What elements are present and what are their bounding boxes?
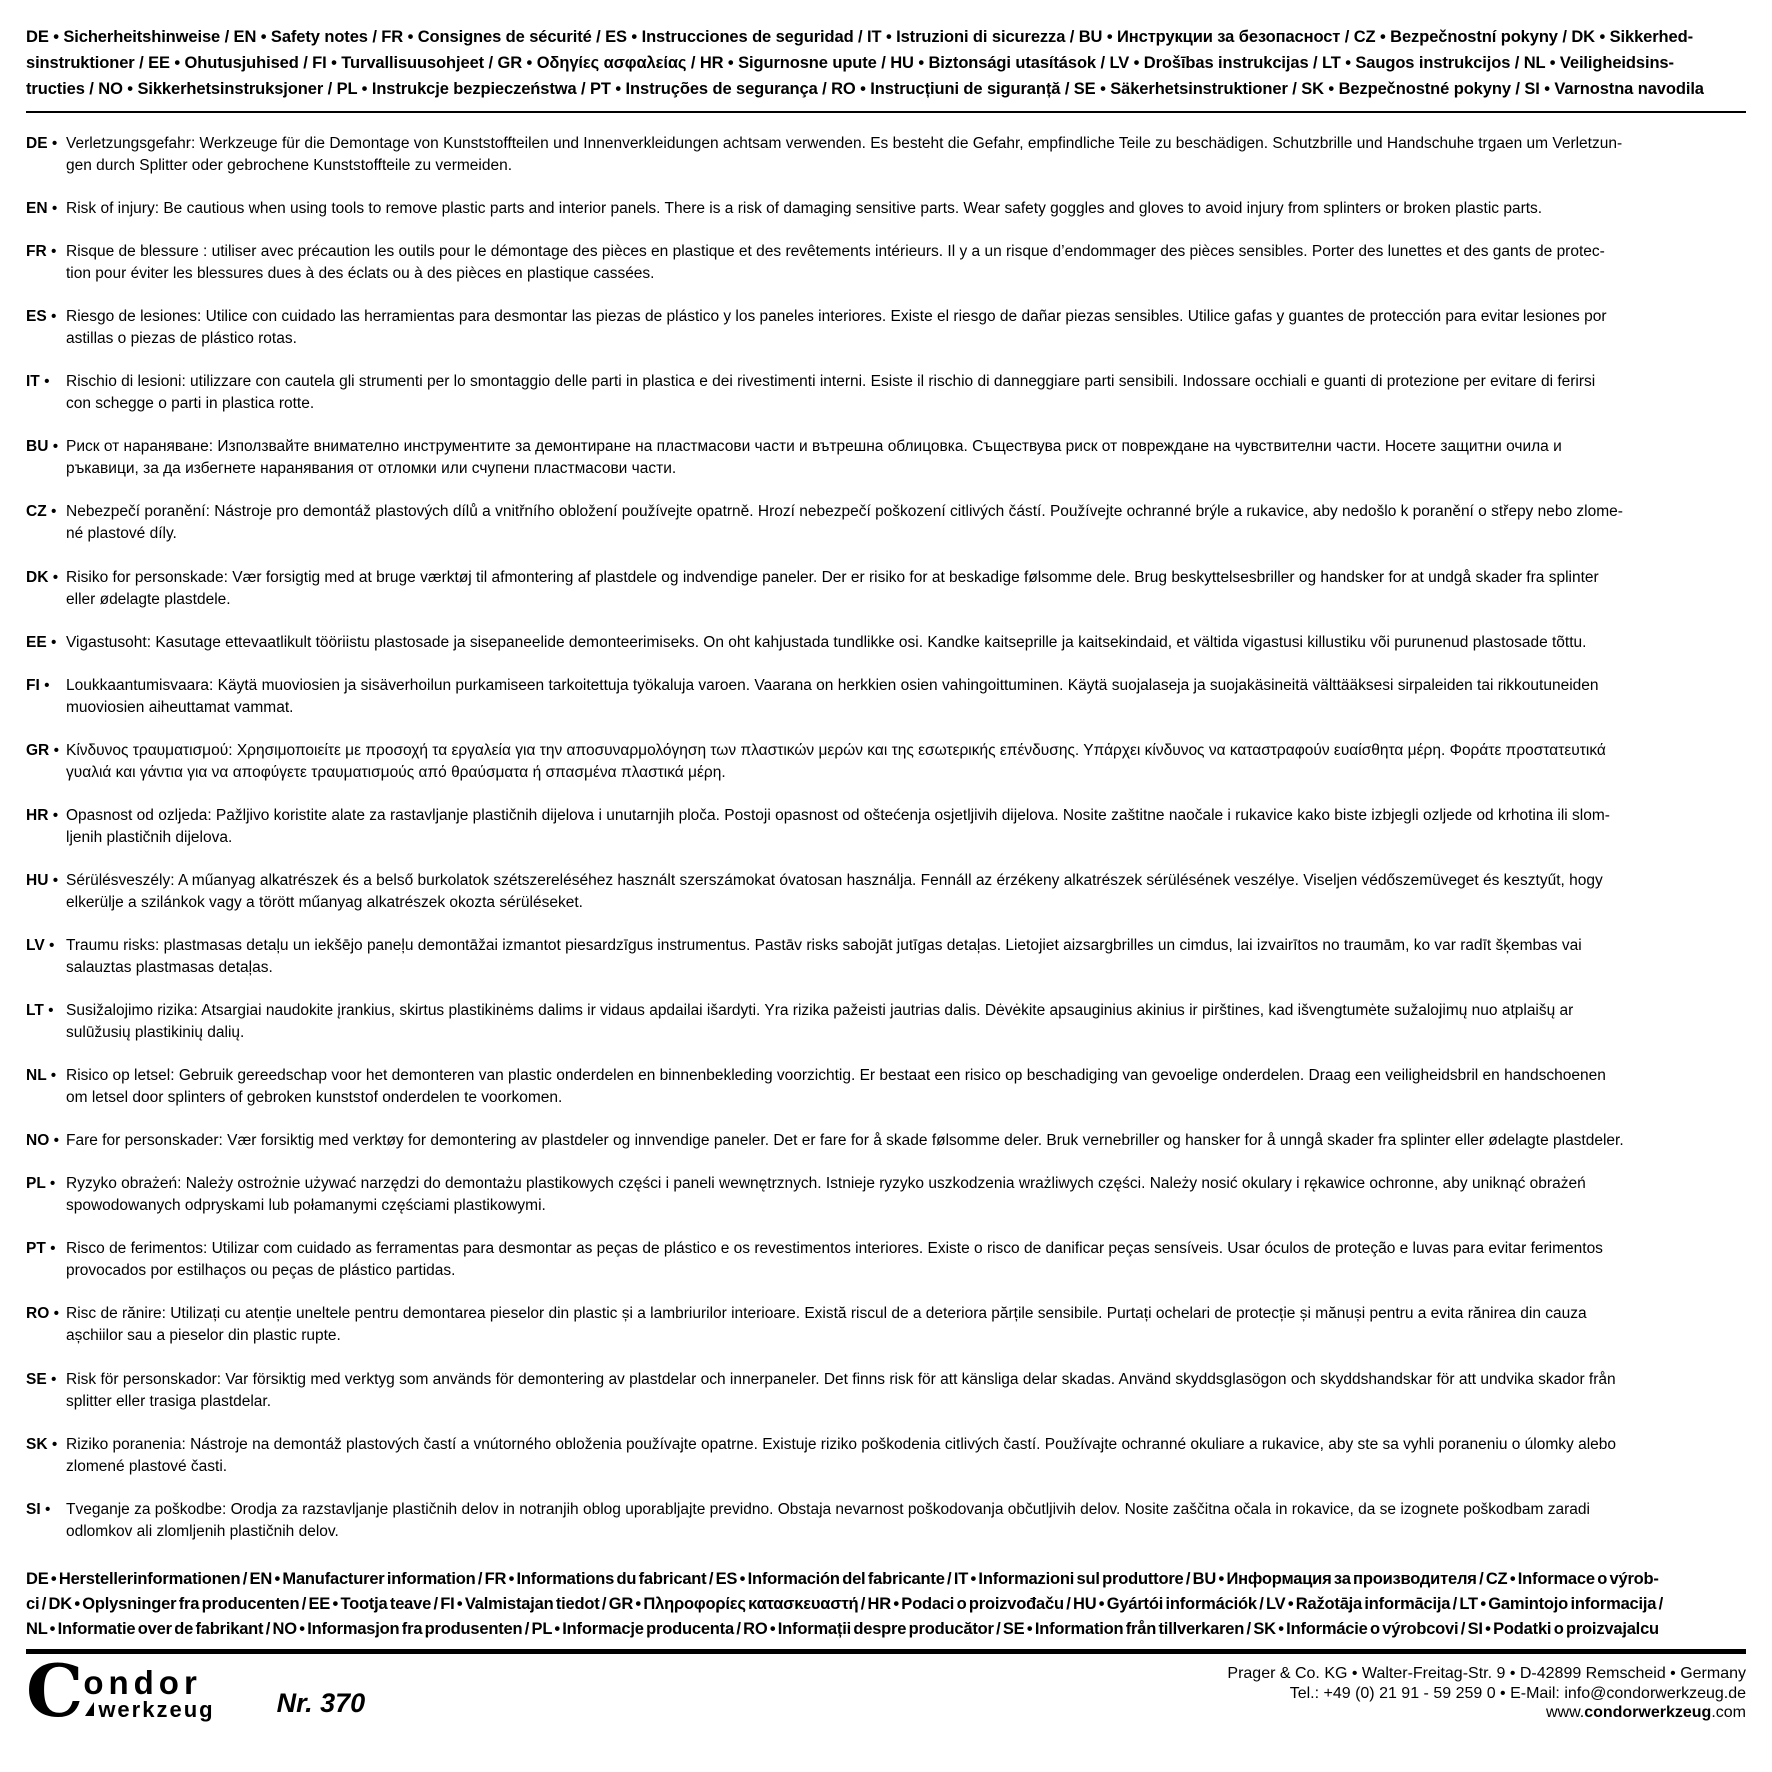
manufacturer-address: Prager & Co. KG • Walter-Freitag-Str. 9 • D-42899 Remscheid • Germany [1227,1665,1746,1682]
logo-letter-c: C [26,1648,82,1733]
safety-note-text-line: γυαλιά και γάντια για να αποφύγετε τραυματισμούς από θραύσματα ή σπασμένα πλαστικά μέρη. [66,763,726,781]
safety-note-text-line: Risque de blessure : utiliser avec précaution les outils pour le démontage des pièces en plastique et des revêtements intérieurs. Il y a un risque d’endommager des pièces sensibles. Porter des lunettes et des gants de protec- [66,243,1605,261]
language-code-label: LT • [26,1002,54,1020]
safety-note-fi [26,675,1746,719]
bullet-separator: • [53,1305,59,1323]
safety-note-text-line: salauztas plastmasas detaļas. [66,959,273,977]
safety-note-text-line: Riziko poranenia: Nástroje na demontáž plastových častí a vnútorného obloženia používajte opatrne. Existuje riziko poškodenia citlivých častí. Používajte ochranné okuliare a rukavice, aby ste sa vyhli poraneniu o úlomky alebo [66,1435,1616,1453]
language-code-label: FR • [26,243,57,261]
safety-note-text-line: Risico op letsel: Gebruik gereedschap voor het demonteren van plastic onderdelen en binnenbekleding voorzichtig. Er bestaat een risico op beschadiging van gevoelige onderdelen. Draag een veiligheidsbril en handschoenen [66,1067,1606,1085]
bullet-separator: • [52,806,59,824]
bullet-separator: • [48,1002,54,1020]
footer [26,1648,1746,1754]
manufacturer-phone-email: Tel.: +49 (0) 21 91 - 59 259 0 • E-Mail: info@condorwerkzeug.de [1289,1684,1746,1702]
language-code-label: DE • [26,135,58,152]
safety-note-fr [26,241,1746,285]
language-code-label: RO • [26,1305,59,1323]
logo-sub-row [83,1699,214,1721]
safety-note-text-line: Tveganje za poškodbe: Orodja za razstavljanje plastičnih delov in notranjih oblog uporabljajte previdno. Obstaja nevarnost poškodovanja občutljivih delov. Nosite zaščitna očala in rokavice, da se izognete poškodbam zaradi [66,1500,1590,1518]
safety-note-text-line: Riesgo de lesiones: Utilice con cuidado las herramientas para desmontar las piezas de plástico y los paneles interiores. Existe el riesgo de dañar piezas sensibles. Utilice gafas y guantes de protección para evitar lesiones por [66,308,1607,326]
safety-note-text-line: provocados por estilhaços ou peças de plástico partidas. [66,1262,456,1280]
safety-note-text-line: Risc de rănire: Utilizați cu atenție uneltele pentru demontarea pieselor din plastic și a lambriurilor interioare. Există riscul de a deteriora părțile sensibile. Purtați ochelari de protecție și mănuși pentru a evita rănirea din cauza [66,1305,1587,1323]
safety-note-text-line: Traumu risks: plastmasas detaļu un iekšējo paneļu demontāžai izmantot piesardzīgus instrumentus. Pastāv risks sabojāt jutīgas detaļas. Lietojiet aizsargbrilles un cimdus, lai izvairītos no traumām, ko var radīt šķembas vai [66,937,1582,955]
safety-note-sk [26,1434,1746,1478]
safety-note-text-line: gen durch Splitter oder gebrochene Kunststoffteile zu vermeiden. [66,157,513,174]
website-prefix: www. [1545,1704,1585,1721]
bullet-separator: • [52,438,59,456]
condor-logo [26,1648,215,1733]
safety-note-cz [26,501,1746,545]
safety-note-text-line: Ryzyko obrażeń: Należy ostrożnie używać narzędzi do demontażu plastikowych części i paneli wewnętrznych. Istnieje ryzyko uszkodzenia wrażliwych części. Należy nosić okulary i rękawice ochronne, aby uniknąć obrażeń [66,1175,1586,1193]
safety-note-text-line: Κίνδυνος τραυματισμού: Χρησιμοποιείτε με προσοχή τα εργαλεία για την αποσυναρμολόγηση των πλαστικών μερών και της εσωτερικής επένδυσης. Υπάρχει κίνδυνος να καταστραφούν ευαίσθητα μέρη. Φοράτε προστατευτικά [66,741,1606,759]
bullet-separator: • [44,1500,51,1518]
safety-note-nl [26,1065,1746,1109]
language-code-label: SI • [26,1500,51,1518]
language-index-line: DE • Sicherheitshinweise / EN • Safety notes / FR • Consignes de sécurité / ES • Instrucciones de seguridad / IT • Istruzioni di sicurezza / BU • Инструкции за безопасност / CZ • Bezpečnostní pokyny / DK • Sikkerhed- [26,28,1693,46]
article-number: Nr. 370 [276,1688,366,1718]
language-code-label: LV • [26,937,55,955]
safety-note-no [26,1130,1746,1152]
safety-note-text-line: Vigastusoht: Kasutage ettevaatlikult tööriistu plastosade ja sisepaneelide demonteerimiseks. On oht kahjustada tundlikke osi. Kandke kaitseprille ja kaitsekindaid, et vältida vigastusi killustiku või purunenud plastosade tõttu. [66,633,1587,651]
safety-note-en [26,198,1746,220]
safety-note-dk [26,567,1746,611]
safety-note-text-line: ljenih plastičnih dijelova. [66,828,233,846]
language-index-line: sinstruktioner / EE • Ohutusjuhised / FI • Turvallisuusohjeet / GR • Οδηγίες ασφαλείας / HR • Sigurnosne upute / HU • Biztonsági utasítások / LV • Drošības instrukcijas / LT • Saugos instrukcijos / NL • Veiligheidsins- [26,54,1674,72]
safety-note-text-line: Sérülésveszély: A műanyag alkatrészek és a belső burkolatok szétszereléséhez használt szerszámokat óvatosan használja. Fennáll az érzékeny alkatrészek sérülésének veszélye. Viseljen védőszemüveget és kesztyűt, hogy [66,871,1603,889]
language-index-header [26,24,1746,102]
safety-note-text-line: sulūžusių plastikinių dalių. [66,1024,245,1042]
language-code-label: SK • [26,1435,58,1453]
safety-note-text-line: zlomené plastové časti. [66,1457,228,1475]
bullet-separator: • [51,135,58,152]
bullet-separator: • [51,200,58,218]
safety-note-hu [26,870,1746,914]
language-code-label: EN • [26,200,58,218]
safety-note-es [26,306,1746,350]
safety-note-it [26,371,1746,415]
safety-note-text-line: Risk för personskador: Var försiktig med verktyg som används för demontering av plastdelar och innerpaneler. Det finns risk för att känsliga delar skadas. Använd skyddsglasögon och skyddshandskar för att undvika skador från [66,1370,1616,1388]
bullet-separator: • [50,1067,57,1085]
logo-main-text: ondor [83,1664,202,1701]
safety-note-de [26,133,1746,177]
safety-note-text-line: eller ødelagte plastdele. [66,590,231,608]
logo-flag-icon [85,1702,94,1716]
language-code-label: PT • [26,1240,56,1258]
safety-note-text-line: om letsel door splinters of gebroken kunststof onderdelen te voorkomen. [66,1089,563,1107]
bullet-separator: • [50,308,57,326]
safety-note-gr [26,740,1746,784]
manufacturer-index-header [26,1567,1746,1642]
language-code-label: ES • [26,308,57,326]
safety-note-text-line: spowodowanych odpryskami lub połamanymi częściami plastikowymi. [66,1197,546,1215]
footer-brand [26,1648,366,1733]
safety-note-text-line: Loukkaantumisvaara: Käytä muoviosien ja sisäverhoilun purkamiseen tarkoitettuja työkaluja varoen. Vaarana on herkkien osien vahingoittuminen. Käytä suojalaseja ja suojakäsineitä välttääksesi sirpaleiden tai rikkoutuneiden [66,676,1599,694]
safety-note-text-line: muoviosien aiheuttamat vammat. [66,698,294,716]
safety-note-text-line: Nebezpečí poranění: Nástroje pro demontáž plastových dílů a vnitřního obložení používejte opatrně. Hrozí nebezpečí poškození citlivých částí. Používejte ochranné brýle a rukavice, aby nedošlo k poranění o střepy nebo zlome- [66,503,1623,521]
safety-note-text-line: ръкавици, за да избегнете наранявания от отломки или счупени пластмасови части. [66,460,677,478]
safety-note-text-line: Risiko for personskade: Vær forsigtig med at bruge værktøj til afmontering af plastdele og indvendige paneler. Der er risiko for at beskadige følsomme dele. Brug beskyttelsesbriller og handsker for at undgå skader fra splinter [66,568,1599,586]
bullet-separator: • [48,937,55,955]
bullet-separator: • [50,1370,57,1388]
safety-note-text-line: odlomkov ali zlomljenih plastičnih delov. [66,1522,339,1540]
safety-note-text-line: Risk of injury: Be cautious when using tools to remove plastic parts and interior panels. There is a risk of damaging sensitive parts. Wear safety goggles and gloves to avoid injury from splinters or broken plastic parts. [66,200,1543,218]
safety-note-text-line: Opasnost od ozljeda: Pažljivo koristite alate za rastavljanje plastičnih dijelova i unutarnjih ploča. Postoji opasnost od oštećenja osjetljivih dijelova. Nosite zaštitne naočale i rukavice kako biste izbjegli ozljede od krhotina ili slom- [66,806,1610,824]
manufacturer-index-line: DE • Herstellerinformationen / EN • Manufacturer information / FR • Informations du fabricant / ES • Información del fabricante / IT • Informazioni sul produttore / BU • Информация за производителя / CZ • Informace o výrob- [26,1570,1659,1588]
manufacturer-website [1227,1703,1746,1723]
manufacturer-contact [1227,1662,1746,1723]
safety-note-text-line: splitter eller trasiga plastdelar. [66,1392,272,1410]
bullet-separator: • [51,1435,58,1453]
safety-note-bu [26,436,1746,480]
language-code-label: GR • [26,741,59,759]
language-code-label: NL • [26,1067,57,1085]
safety-note-text-line: Rischio di lesioni: utilizzare con cautela gli strumenti per lo smontaggio delle parti in plastica e dei rivestimenti interni. Esiste il rischio di danneggiare parti sensibili. Indossare occhiali e guanti di protezione per evitare di ferirsi [66,373,1596,391]
safety-note-pt [26,1238,1746,1282]
language-code-label: BU • [26,438,59,456]
manufacturer-index-line: ci / DK • Oplysninger fra producenten / EE • Tootja teave / FI • Valmistajan tiedot / GR • Πληροφορίες κατασκευαστή / HR • Podaci o proizvođaču / HU • Gyártói információk / LV • Ražotāja informācija / LT • Gamintojo informacija / [26,1595,1664,1613]
bullet-separator: • [50,243,57,261]
language-code-label: PL • [26,1175,56,1193]
logo-sub-text: werkzeug [98,1697,215,1722]
language-code-label: HR • [26,806,59,824]
language-code-label: EE • [26,633,57,651]
bullet-separator: • [50,503,57,521]
website-suffix: .com [1711,1704,1746,1721]
bullet-separator: • [53,1132,59,1150]
language-code-label: CZ • [26,503,57,521]
safety-note-text-line: Susižalojimo rizika: Atsargiai naudokite įrankius, skirtus plastikinėms dalims ir vidaus apdailai išardyti. Yra rizika pažeisti jautrias dalis. Dėvėkite apsauginius akinius ir pirštines, kad išvengtumėte sužalojimų nuo atplaišų ar [66,1002,1574,1020]
safety-note-se [26,1369,1746,1413]
bullet-separator: • [44,676,50,694]
safety-note-text-line: elkerülje a szilánkok vagy a törött műanyag alkatrészek okozta sérüléseket. [66,893,583,911]
safety-note-text-line: așchiilor sau a pieselor din plastic rupte. [66,1327,341,1345]
safety-note-ee [26,632,1746,654]
logo-wordmark [83,1662,214,1721]
safety-note-si [26,1499,1746,1543]
language-code-label: FI • [26,676,50,694]
safety-note-ro [26,1303,1746,1347]
safety-note-text-line: Fare for personskader: Vær forsiktig med verktøy for demontering av plastdeler og innvendige paneler. Det er fare for å skade følsomme deler. Bruk vernebriller og hansker for å unngå skader fra splinter eller ødelagte plastdeler. [66,1132,1624,1150]
safety-note-text-line: con schegge o parti in plastica rotte. [66,395,315,413]
bullet-separator: • [50,1240,56,1258]
bullet-separator: • [50,633,57,651]
language-code-label: NO • [26,1132,59,1150]
safety-note-text-line: Risco de ferimentos: Utilizar com cuidado as ferramentas para desmontar as peças de plástico e os revestimentos interiores. Existe o risco de danificar peças sensíveis. Usar óculos de proteção e luvas para evitar ferimentos [66,1240,1603,1258]
website-domain: condorwerkzeug [1584,1704,1712,1721]
bullet-separator: • [44,373,50,391]
language-index-line: tructies / NO • Sikkerhetsinstruksjoner / PL • Instrukcje bezpieczeństwa / PT • Instruções de segurança / RO • Instrucțiuni de siguranță / SE • Säkerhetsinstruktioner / SK • Bezpečnostné pokyny / SI • Varnostna navodila [26,80,1704,98]
manufacturer-index-line: NL • Informatie over de fabrikant / NO • Informasjon fra produsenten / PL • Informacje producenta / RO • Informații despre producător / SE • Information från tillverkaren / SK • Informácie o výrobcovi / SI • Podatki o proizvajalcu [26,1620,1659,1638]
safety-note-text-line: astillas o piezas de plástico rotas. [66,330,297,348]
bullet-separator: • [53,741,59,759]
bullet-separator: • [49,1175,56,1193]
bullet-separator: • [52,568,59,586]
safety-note-text-line: Verletzungsgefahr: Werkzeuge für die Demontage von Kunststoffteilen und Innenverkleidungen achtsam verwenden. Es besteht die Gefahr, empfindliche Teile zu beschädigen. Schutzbrille und Handschuhe trgaen um Verletzun- [66,135,1623,152]
bullet-separator: • [52,871,59,889]
language-code-label: IT • [26,373,50,391]
safety-note-text-line: Риск от нараняване: Използвайте внимателно инструментите за демонтиране на пластмасови части и вътрешна облицовка. Съществува риск от повреждане на чувствителни части. Носете защитни очила и [66,438,1562,456]
safety-note-pl [26,1173,1746,1217]
safety-note-lv [26,935,1746,979]
language-code-label: DK • [26,568,59,586]
safety-note-hr [26,805,1746,849]
safety-note-lt [26,1000,1746,1044]
safety-note-text-line: né plastové díly. [66,525,177,543]
safety-note-text-line: tion pour éviter les blessures dues à des éclats ou à des pièces en plastique cassées. [66,265,655,283]
safety-notes-list [26,113,1746,1567]
language-code-label: SE • [26,1370,57,1388]
language-code-label: HU • [26,871,59,889]
